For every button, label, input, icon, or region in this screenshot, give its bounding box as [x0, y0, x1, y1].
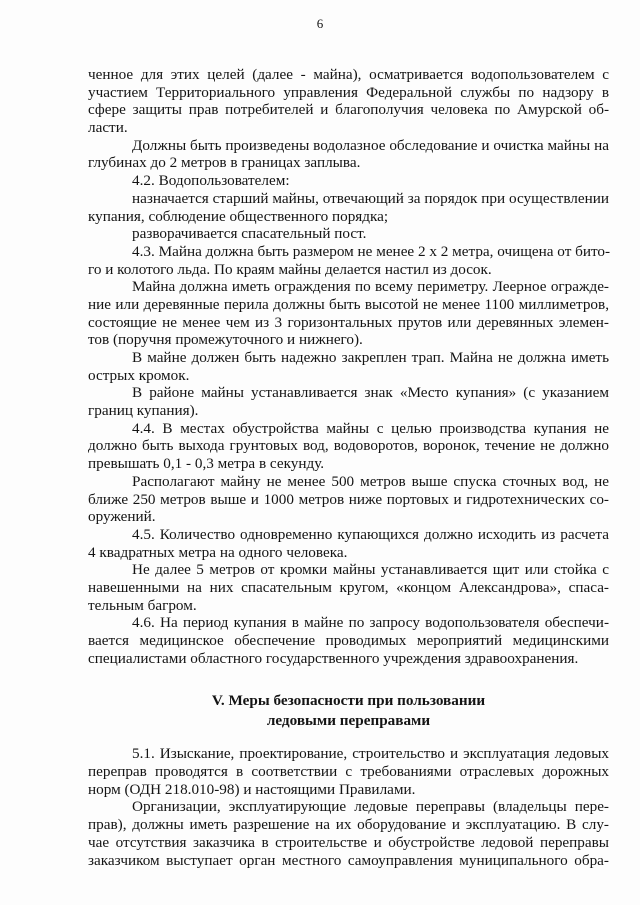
paragraph-line: специалистами областного государственного учреждения здравоохранения.: [88, 649, 579, 667]
paragraph-line: превышать 0,1 - 0,3 метра в секунду.: [88, 455, 325, 473]
paragraph-line: В районе майны устанавливается знак «Место купания» (с указанием: [132, 384, 609, 402]
paragraph-line: вается медицинское обеспечение проводимых мероприятий медицинскими: [88, 632, 609, 649]
paragraph-line: Должны быть произведены водолазное обследование и очистка майны на: [132, 136, 609, 154]
paragraph-line: В майне должен быть надежно закреплен трап. Майна не должна иметь: [132, 349, 609, 366]
document-body: [88, 66, 609, 869]
paragraph-line: тельным багром.: [88, 596, 197, 614]
paragraph-line: чае отсутствия заказчика в строительстве и обустройстве ледовой переправы: [88, 833, 609, 851]
paragraph-line: ние или деревянные перила должны быть высотой не менее 1100 миллиметров,: [88, 295, 609, 313]
paragraph-line: Не далее 5 метров от кромки майны устанавливается щит или стойка с: [132, 561, 609, 579]
paragraph-line: разворачивается спасательный пост.: [132, 225, 367, 243]
paragraph-line: 4.5. Количество одновременно купающихся должно исходить из расчета: [132, 525, 609, 543]
paragraph-line: ближе 250 метров выше и 1000 метров ниже портовых и гидротехнических со-: [88, 490, 609, 508]
paragraph-line: Майна должна иметь ограждения по всему периметру. Леерное огражде-: [132, 278, 609, 296]
paragraph-line: 5.1. Изыскание, проектирование, строительство и эксплуатация ледовых: [132, 745, 609, 763]
paragraph-line: Организации, эксплуатирующие ледовые переправы (владельцы пере-: [132, 798, 609, 816]
paragraph-line: норм (ОДН 218.010-98) и настоящими Правилами.: [88, 780, 416, 798]
paragraph-line: заказчиком выступает орган местного самоуправления муниципального обра-: [88, 851, 609, 869]
section-heading-line: ледовыми переправами: [266, 712, 431, 730]
paragraph-line: 4 квадратных метра на одного человека.: [88, 543, 348, 561]
paragraph-line: го и колотого льда. По краям майны делается настил из досок.: [88, 260, 492, 278]
paragraph-line: Располагают майну не менее 500 метров выше спуска сточных вод, не: [132, 472, 609, 490]
paragraph-line: сфере защиты прав потребителей и благополучия человека по Амурской об-: [88, 101, 609, 119]
text-section-top: [88, 66, 609, 667]
paragraph-line: 4.4. В местах обустройства майны с целью производства купания не: [132, 419, 609, 437]
paragraph-line: должно быть выхода грунтовых вод, водоворотов, воронок, течение не должно: [88, 437, 609, 455]
paragraph-line: границ купания).: [88, 402, 199, 420]
paragraph-line: состоящие не менее чем из 3 горизонтальных прутов или деревянных элемен-: [88, 313, 609, 331]
paragraph-line: ченное для этих целей (далее - майна), осматривается водопользователем с: [88, 66, 609, 83]
paragraph-line: глубинах до 2 метров в границах заплыва.: [88, 154, 361, 172]
paragraph-line: ласти.: [88, 119, 128, 137]
paragraph-line: назначается старший майны, отвечающий за порядок при осуществлении: [132, 189, 609, 207]
paragraph-line: 4.6. На период купания в майне по запросу водопользователя обеспечи-: [132, 614, 609, 632]
paragraph-line: оружений.: [88, 508, 156, 526]
paragraph-line: 4.3. Майна должна быть размером не менее 2 х 2 метра, очищена от бито-: [132, 242, 611, 260]
paragraph-line: навешенными на них спасательным кругом, «концом Александрова», спаса-: [88, 578, 609, 596]
paragraph-line: 4.2. Водопользователем:: [132, 172, 290, 190]
paragraph-line: прав), должны иметь разрешение на их оборудование и эксплуатацию. В слу-: [88, 816, 609, 834]
paragraph-line: острых кромок.: [88, 366, 190, 384]
paragraph-line: участием Территориального управления Федеральной службы по надзору в: [88, 83, 609, 101]
paragraph-line: купания, соблюдение общественного порядка;: [88, 207, 389, 225]
section-heading-line: V. Меры безопасности при пользовании: [211, 692, 486, 710]
section-heading: [88, 691, 609, 731]
paragraph-line: тов (поручня промежуточного и нижнего).: [88, 331, 363, 349]
text-section-bottom: [88, 745, 609, 869]
paragraph-line: переправ проводятся в соответствии с требованиями отраслевых дорожных: [88, 763, 609, 781]
page-number: 6: [316, 16, 324, 31]
